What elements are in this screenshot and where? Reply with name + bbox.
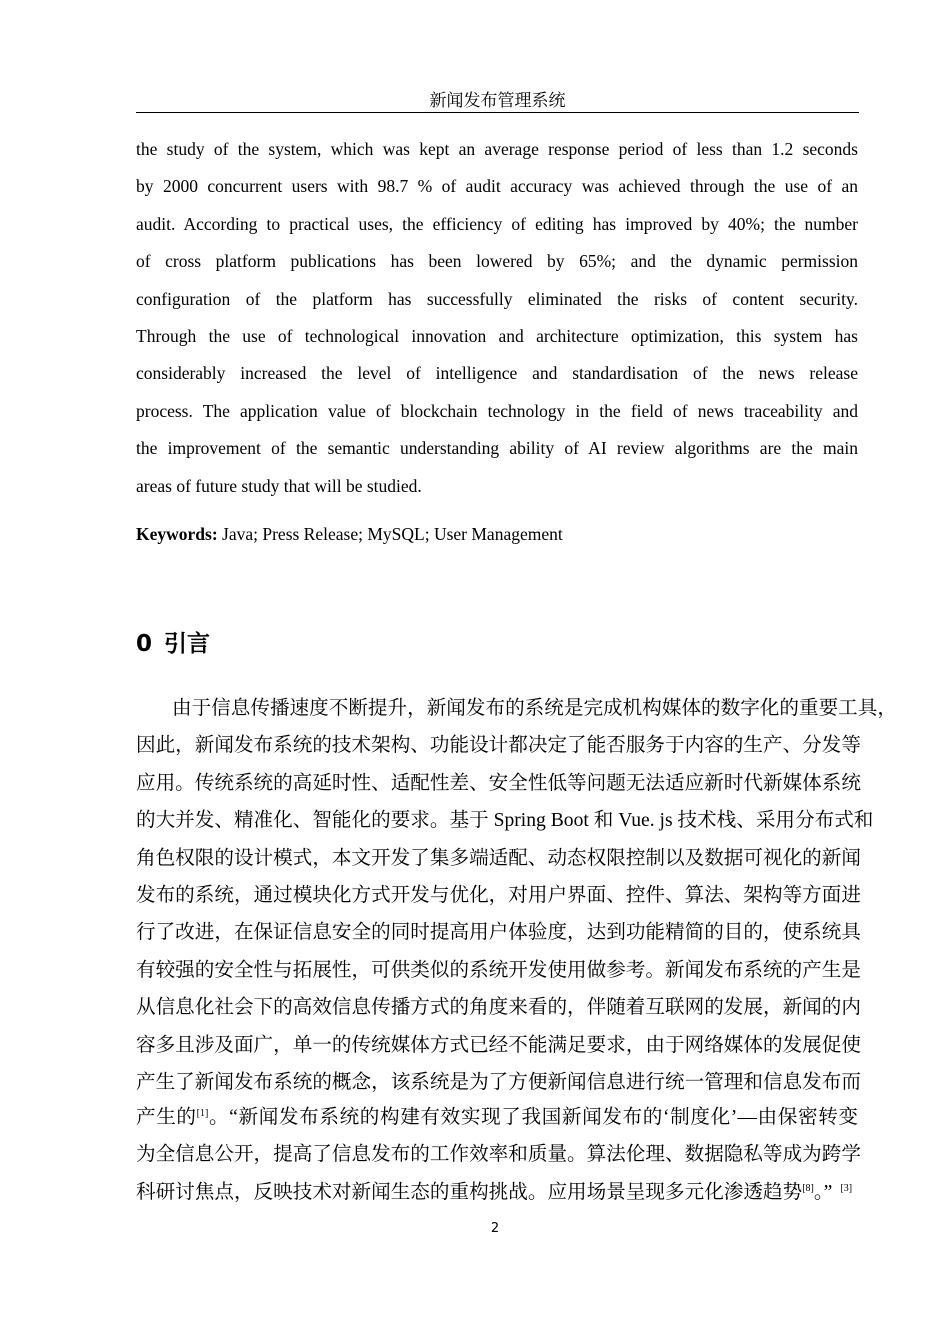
text-line: 发布的系统，通过模块化方式开发与优化，对用户界面、控件、算法、架构等方面进	[136, 885, 861, 906]
text-line: 产生了新闻发布系统的概念，该系统是为了方便新闻信息进行统一管理和信息发布而	[136, 1072, 861, 1093]
text-line: Through the use of technological innovation and architecture optimization, this system has	[136, 326, 858, 346]
section-number: 0	[136, 631, 153, 657]
text-span: 。”	[813, 1182, 833, 1203]
text-span: 产生的	[136, 1107, 197, 1128]
text-line: 应用。传统系统的高延时性、适配性差、安全性低等问题无法适应新时代新媒体系统	[136, 772, 861, 794]
citation-ref: [8]	[802, 1183, 814, 1194]
header-rule	[136, 112, 859, 113]
section-title: 引言	[164, 631, 211, 657]
text-line: 的大并发、精准化、智能化的要求。基于 Spring Boot 和 Vue. js 技术栈、采用分布式和	[136, 810, 874, 832]
text-line: 有较强的安全性与拓展性，可供类似的系统开发使用做参考。新闻发布系统的产生是	[136, 959, 861, 981]
text-line: considerably increased the level of intelligence and standardisation of the news release	[136, 363, 858, 384]
text-line: configuration of the platform has successfully eliminated the risks of content security.	[136, 288, 858, 309]
text-span: 。“新闻发布系统的构建有效实现了我国新闻发布的‘制度化’—由保密转变	[208, 1107, 859, 1128]
text-line: of cross platform publications has been lowered by 65%; and the dynamic permission	[136, 251, 858, 272]
text-line	[136, 1105, 858, 1131]
text-line: 因此，新闻发布系统的技术架构、功能设计都决定了能否服务于内容的生产、分发等	[136, 735, 861, 757]
text-line: audit. According to practical uses, the efficiency of editing has improved by 40%; the number	[136, 213, 858, 234]
keywords	[136, 522, 563, 546]
text-line: areas of future study that will be studied.	[136, 475, 422, 496]
text-line: the study of the system, which was kept an average response period of less than 1.2 seconds	[136, 139, 858, 159]
text-line: 由于信息传播速度不断提升，新闻发布的系统是完成机构媒体的数字化的重要工具，	[172, 698, 897, 719]
text-line	[136, 1180, 858, 1206]
keywords-value: Java; Press Release; MySQL; User Management	[217, 524, 563, 544]
citation-ref: [3]	[840, 1183, 853, 1194]
citation-ref: [1]	[196, 1108, 209, 1119]
text-line: the improvement of the semantic understanding ability of AI review algorithms are the main	[136, 438, 858, 459]
running-header: 新闻发布管理系统	[429, 91, 566, 110]
text-line: 行了改进，在保证信息安全的同时提高用户体验度，达到功能精简的目的，使系统具	[136, 922, 861, 944]
text-line: 从信息化社会下的高效信息传播方式的角度来看的，伴随着互联网的发展，新闻的内	[136, 997, 861, 1019]
text-span: 科研讨焦点，反映技术对新闻生态的重构挑战。应用场景呈现多元化渗透趋势	[136, 1182, 803, 1203]
text-line: 角色权限的设计模式，本文开发了集多端适配、动态权限控制以及数据可视化的新闻	[136, 847, 861, 869]
page-number: 2	[490, 1221, 500, 1236]
text-line: 为全信息公开，提高了信息发布的工作效率和质量。算法伦理、数据隐私等成为跨学	[136, 1144, 861, 1165]
text-line: by 2000 concurrent users with 98.7 % of audit accuracy was achieved through the use of an	[136, 176, 858, 197]
section-heading	[136, 628, 210, 660]
text-line: 容多且涉及面广，单一的传统媒体方式已经不能满足要求，由于网络媒体的发展促使	[136, 1034, 861, 1056]
text-line: process. The application value of blockchain technology in the field of news traceability and	[136, 400, 858, 421]
keywords-label: Keywords:	[136, 524, 218, 544]
